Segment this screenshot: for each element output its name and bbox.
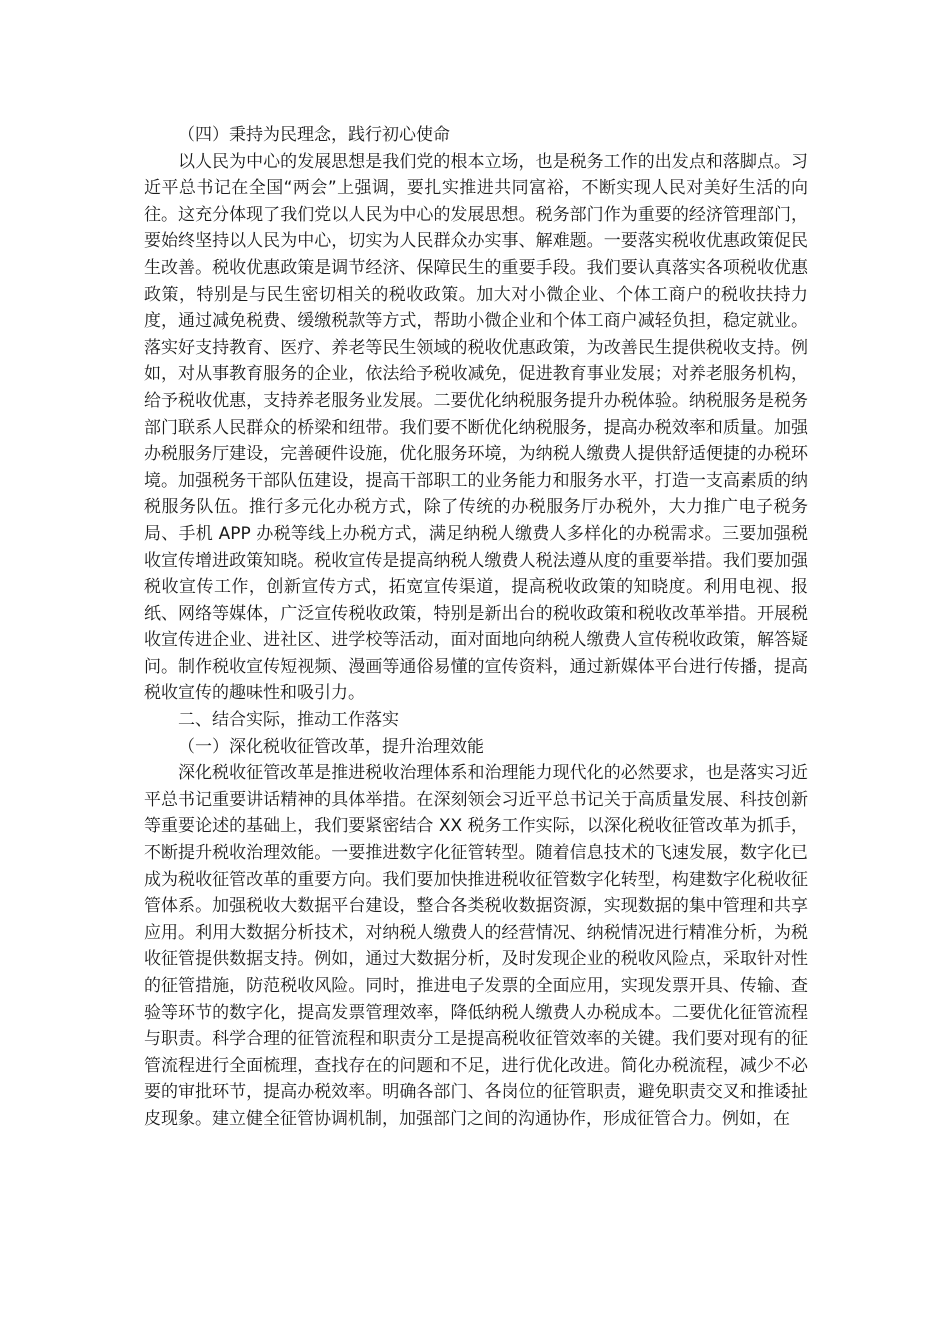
chapter-heading-2: 二、结合实际，推动工作落实	[178, 710, 399, 731]
document-body	[144, 122, 808, 1133]
section-heading-1: （一）深化税收征管改革，提升治理效能	[178, 736, 484, 757]
body-paragraph: 以人民为中心的发展思想是我们党的根本立场，也是税务工作的出发点和落脚点。习近平总书记在全国“两会”上强调，要扎实推进共同富裕，不断实现人民对美好生活的向往。这充分体现了我们党以人民为中心的发展思想。税务部门作为重要的经济管理部门，要始终坚持以人民为中心，切实为人民群众办实事、解难题。一要落实税收优惠政策促民生改善。税收优惠政策是调节经济、保障民生的重要手段。我们要认真落实各项税收优惠政策，特别是与民生密切相关的税收政策。加大对小微企业、个体工商户的税收扶持力度，通过减免税费、缓缴税款等方式，帮助小微企业和个体工商户减轻负担，稳定就业。落实好支持教育、医疗、养老等民生领域的税收优惠政策，为改善民生提供税收支持。例如，对从事教育服务的企业，依法给予税收减免，促进教育事业发展；对养老服务机构，给予税收优惠，支持养老服务业发展。二要优化纳税服务提升办税体验。纳税服务是税务部门联系人民群众的桥梁和纽带。我们要不断优化纳税服务，提高办税效率和质量。加强办税服务厅建设，完善硬件设施，优化服务环境，为纳税人缴费人提供舒适便捷的办税环境。加强税务干部队伍建设，提高干部职工的业务能力和服务水平，打造一支高素质的纳税服务队伍。推行多元化办税方式，除了传统的办税服务厅办税外，大力推广电子税务局、手机 APP 办税等线上办税方式，满足纳税人缴费人多样化的办税需求。三要加强税收宣传增进政策知晓。税收宣传是提高纳税人缴费人税法遵从度的重要举措。我们要加强税收宣传工作，创新宣传方式，拓宽宣传渠道，提高税收政策的知晓度。利用电视、报纸、网络等媒体，广泛宣传税收政策，特别是新出台的税收政策和税收改革举措。开展税收宣传进企业、进社区、进学校等活动，面对面地向纳税人缴费人宣传税收政策，解答疑问。制作税收宣传短视频、漫画等通俗易懂的宣传资料，通过新媒体平台进行传播，提高税收宣传的趣味性和吸引力。	[144, 151, 808, 704]
body-paragraph: 深化税收征管改革是推进税收治理体系和治理能力现代化的必然要求，也是落实习近平总书记重要讲话精神的具体举措。在深刻领会习近平总书记关于高质量发展、科技创新等重要论述的基础上，我们要紧密结合 XX 税务工作实际，以深化税收征管改革为抓手，不断提升税收治理效能。一要推进数字化征管转型。随着信息技术的飞速发展，数字化已成为税收征管改革的重要方向。我们要加快推进税收征管数字化转型，构建数字化税收征管体系。加强税收大数据平台建设，整合各类税收数据资源，实现数据的集中管理和共享应用。利用大数据分析技术，对纳税人缴费人的经营情况、纳税情况进行精准分析，为税收征管提供数据支持。例如，通过大数据分析，及时发现企业的税收风险点，采取针对性的征管措施，防范税收风险。同时，推进电子发票的全面应用，实现发票开具、传输、查验等环节的数字化，提高发票管理效率，降低纳税人缴费人办税成本。二要优化征管流程与职责。科学合理的征管流程和职责分工是提高税收征管效率的关键。我们要对现有的征管流程进行全面梳理，查找存在的问题和不足，进行优化改进。简化办税流程，减少不必要的审批环节，提高办税效率。明确各部门、各岗位的征管职责，避免职责交叉和推诿扯皮现象。建立健全征管协调机制，加强部门之间的沟通协作，形成征管合力。例如，在	[144, 763, 808, 1129]
section-heading-4: （四）秉持为民理念，践行初心使命	[178, 125, 450, 145]
